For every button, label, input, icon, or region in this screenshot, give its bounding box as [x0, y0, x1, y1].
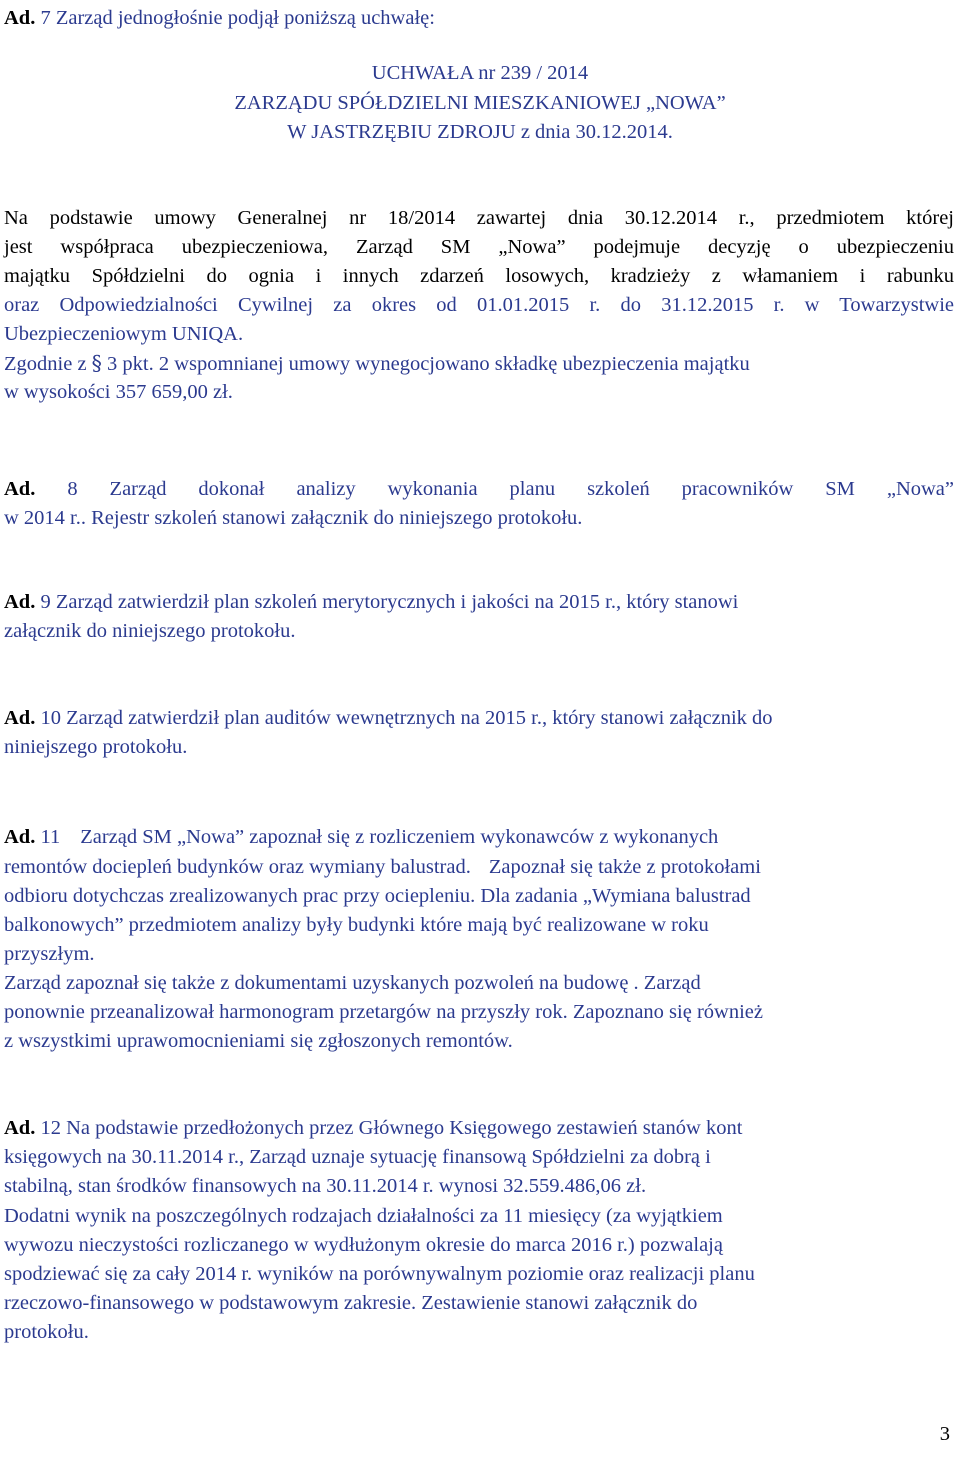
ad7-agreement-rest: 3 pkt. 2 wspomnianej umowy wynegocjowano składkę ubezpieczenia majątku: [107, 353, 750, 375]
ad11-line2: [4, 852, 954, 882]
ad11-line1: [4, 822, 954, 852]
ad9-line2: załącznik do niniejszego protokołu.: [4, 620, 296, 642]
ad10-line2: niniejszego protokołu.: [4, 736, 188, 758]
ad9-line1: [4, 587, 954, 617]
ad8-text: 8 Zarząd dokonał analizy wykonania planu szkoleń pracowników SM „Nowa”: [67, 478, 954, 500]
ad11-line2-part2: Zapoznał się także z protokołami: [488, 856, 761, 878]
ad12-line5: wywozu nieczystości rozliczanego w wydłużonym okresie do marca 2016 r.) pozwalają: [4, 1234, 723, 1256]
ad12-text: 12 Na podstawie przedłożonych przez Głównego Księgowego zestawień stanów kont: [40, 1117, 743, 1139]
ad7-paragraph-line: jest współpraca ubezpieczeniowa, Zarząd SM „Nowa” podejmuje decyzję o ubezpieczeniu: [4, 236, 954, 258]
ad11-line8: z wszystkimi uprawomocnieniami się zgłoszonych remontów.: [4, 1030, 513, 1052]
ad7-label: Ad.: [4, 7, 36, 29]
ad11-line6: Zarząd zapoznał się także z dokumentami uzyskanych pozwoleń na budowę . Zarząd: [4, 972, 701, 994]
ad7-heading-text: 7 Zarząd jednogłośnie podjął poniższą uchwałę:: [40, 7, 435, 29]
ad9-text: 9 Zarząd zatwierdził plan szkoleń merytorycznych i jakości na 2015 r., który stanowi: [40, 591, 739, 613]
resolution-title: UCHWAŁA nr 239 / 2014: [371, 62, 589, 84]
ad8-line1: [4, 474, 954, 504]
ad10-line1: [4, 703, 954, 733]
ad10-text: 10 Zarząd zatwierdził plan auditów wewnętrznych na 2015 r., który stanowi załącznik do: [40, 707, 773, 729]
resolution-line3: W JASTRZĘBIU ZDROJU z dnia 30.12.2014.: [287, 121, 673, 143]
page-number: 3: [939, 1423, 950, 1445]
ad9-label: Ad.: [4, 591, 36, 613]
resolution-line2: ZARZĄDU SPÓŁDZIELNI MIESZKANIOWEJ „NOWA”: [234, 92, 726, 114]
ad8-line2: w 2014 r.. Rejestr szkoleń stanowi załącznik do niniejszego protokołu.: [4, 507, 583, 529]
ad12-line6: spodziewać się za cały 2014 r. wyników na porównywalnym poziomie oraz realizacji planu: [4, 1263, 755, 1285]
ad11-line7: ponownie przeanalizował harmonogram przetargów na przyszły rok. Zapoznano się również: [4, 1001, 763, 1023]
ad12-line8: protokołu.: [4, 1321, 89, 1343]
ad11-line2-part1: remontów dociepleń budynków oraz wymiany balustrad.: [4, 856, 471, 878]
ad12-label: Ad.: [4, 1117, 36, 1139]
ad11-text: Zarząd SM „Nowa” zapoznał się z rozliczeniem wykonawców z wykonanych: [80, 826, 719, 848]
ad11-line3: odbioru dotychczas zrealizowanych prac przy ociepleniu. Dla zadania „Wymiana balustrad: [4, 885, 751, 907]
ad12-line2: księgowych na 30.11.2014 r., Zarząd uznaje sytuację finansową Spółdzielni za dobrą i: [4, 1146, 711, 1168]
ad11-label: Ad.: [4, 826, 36, 848]
ad7-paragraph-line: Ubezpieczeniowym UNIQA.: [4, 323, 244, 345]
ad7-paragraph-line: majątku Spółdzielni do ognia i innych zdarzeń losowych, kradzieży z włamaniem i rabunku: [4, 265, 954, 287]
ad7-paragraph-line: oraz Odpowiedzialności Cywilnej za okres od 01.01.2015 r. do 31.12.2015 r. w Towarzystwie: [4, 294, 954, 316]
ad7-paragraph-line: w wysokości 357 659,00 zł.: [4, 381, 233, 403]
ad7-paragraph-line: Na podstawie umowy Generalnej nr 18/2014 zawartej dnia 30.12.2014 r., przedmiotem której: [4, 207, 954, 229]
ad11-line5: przyszłym.: [4, 943, 95, 965]
ad7-heading: [4, 3, 954, 33]
ad12-line3: stabilną, stan środków finansowych na 30.11.2014 r. wynosi 32.559.486,06 zł.: [4, 1175, 647, 1197]
ad7-agreement-prefix: Zgodnie z: [4, 353, 87, 375]
ad8-label: Ad.: [4, 478, 36, 500]
ad12-line1: [4, 1113, 954, 1143]
ad10-label: Ad.: [4, 707, 36, 729]
ad11-number: 11: [40, 826, 61, 848]
ad11-line4: balkonowych” przedmiotem analizy były budynki które mają być realizowane w roku: [4, 914, 709, 936]
ad12-line7: rzeczowo-finansowego w podstawowym zakresie. Zestawienie stanowi załącznik do: [4, 1292, 698, 1314]
ad7-paragraph-line: [4, 348, 954, 379]
section-sign: §: [91, 351, 102, 375]
ad12-line4: Dodatni wynik na poszczególnych rodzajach działalności za 11 miesięcy (za wyjątkiem: [4, 1205, 723, 1227]
